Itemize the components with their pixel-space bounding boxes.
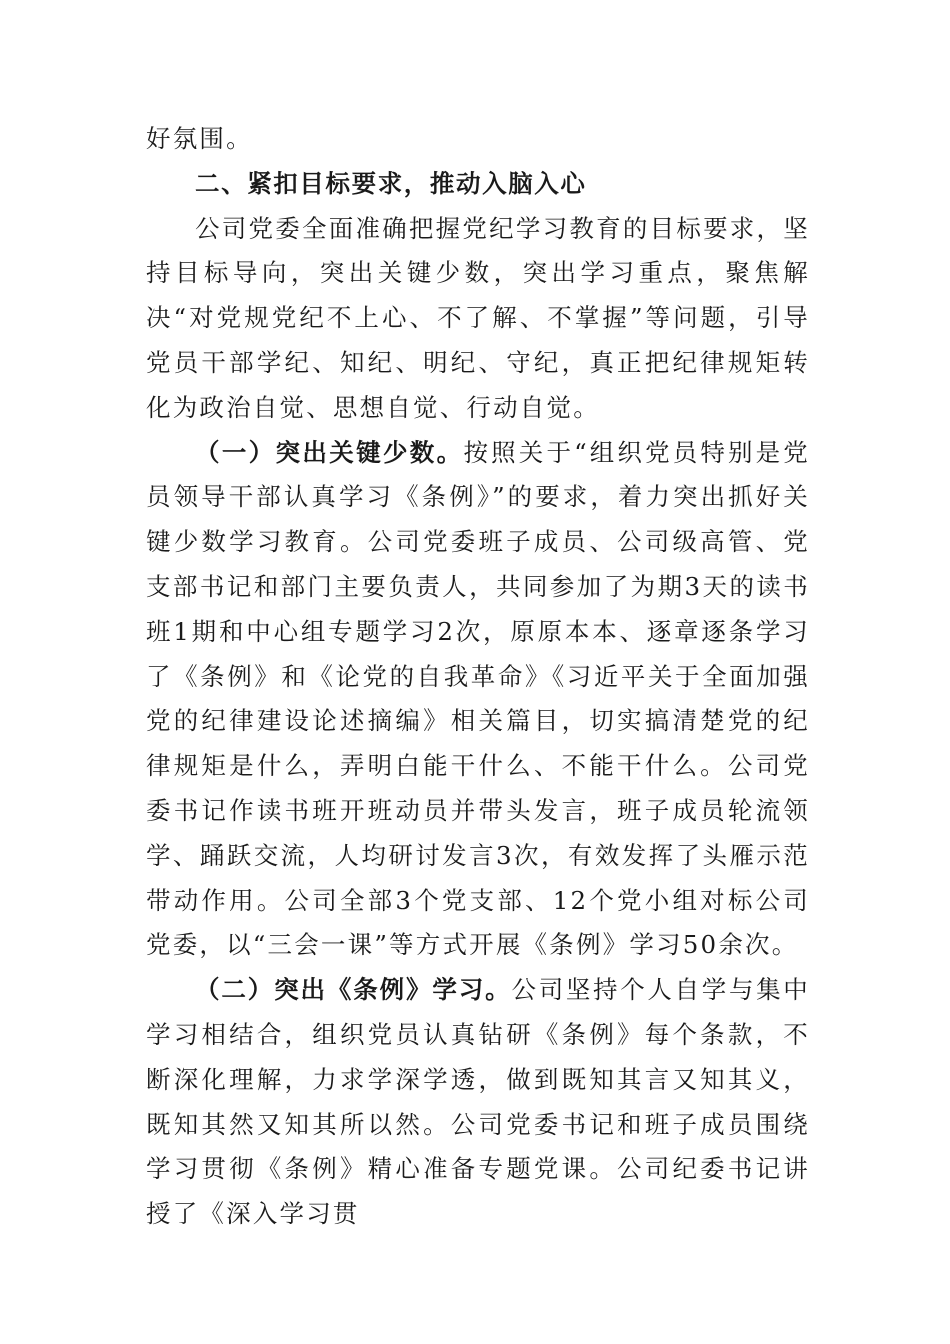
subsection-1-paragraph [146, 431, 810, 969]
subsection-2-body: 公司坚持个人自学与集中学习相结合，组织党员认真钻研《条例》每个条款，不断深化理解，力求学深学透，做到既知其言又知其义，既知其然又知其所以然。公司党委书记和班子成员围绕学习贯彻《条例》精心准备专题党课。公司纪委书记讲授了《深入学习贯 [146, 975, 810, 1229]
subsection-2-heading: （二）突出《条例》学习。 [195, 975, 512, 1005]
section-heading: 二、紧扣目标要求，推动入脑入心 [195, 168, 587, 198]
continuation-line: 好氛围。 [146, 124, 253, 153]
subsection-1-body: 按照关于“组织党员特别是党员领导干部认真学习《条例》”的要求，着力突出抓好关键少数学习教育。公司党委班子成员、公司级高管、党支部书记和部门主要负责人，共同参加了为期3天的读书班1期和中心组专题学习2次，原原本本、逐章逐条学习了《条例》和《论党的自我革命》《习近平关于全面加强党的纪律建设论述摘编》相关篇目，切实搞清楚党的纪律规矩是什么，弄明白能干什么、不能干什么。公司党委书记作读书班开班动员并带头发言，班子成员轮流领学、踊跃交流，人均研讨发言3次，有效发挥了头雁示范带动作用。公司全部3个党支部、12个党小组对标公司党委，以“三会一课”等方式开展《条例》学习50余次。 [146, 437, 811, 960]
document-body [146, 117, 810, 1237]
intro-paragraph: 公司党委全面准确把握党纪学习教育的目标要求，坚持目标导向，突出关键少数，突出学习重点，聚焦解决“对党规党纪不上心、不了解、不掌握”等问题，引导党员干部学纪、知纪、明纪、守纪，真正把纪律规矩转化为政治自觉、思想自觉、行动自觉。 [146, 213, 810, 422]
subsection-2-paragraph [146, 968, 810, 1237]
subsection-1-heading: （一）突出关键少数。 [195, 437, 464, 467]
